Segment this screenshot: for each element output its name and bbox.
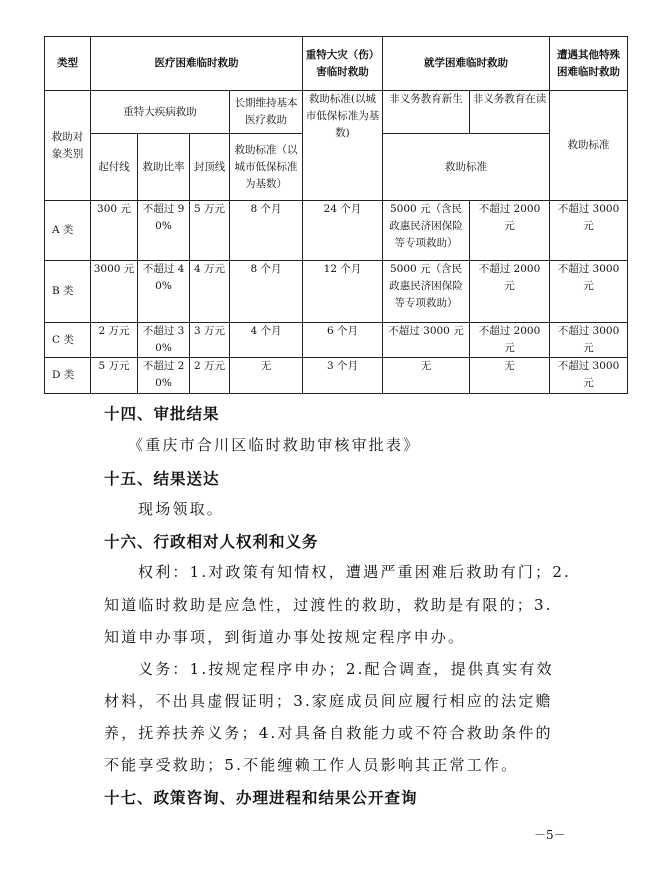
edu-current-cell: 不超过 2000 元 xyxy=(470,201,550,261)
row-label: A 类 xyxy=(45,201,91,261)
row-label: C 类 xyxy=(45,323,91,358)
long-term-cell: 无 xyxy=(230,358,303,394)
edu-new-cell: 5000 元（含民政惠民济困保险等专项救助） xyxy=(383,261,470,323)
row-label: D 类 xyxy=(45,358,91,394)
cap-cell: 3 万元 xyxy=(190,323,230,358)
ratio-cell: 不超过 90% xyxy=(138,201,190,261)
start-line-cell: 300 元 xyxy=(91,201,138,261)
cap-cell: 2 万元 xyxy=(190,358,230,394)
row-label: B 类 xyxy=(45,261,91,323)
assistance-standard-table xyxy=(44,36,628,394)
section-14-title: 十四、审批结果 xyxy=(104,405,220,423)
start-line-cell: 2 万元 xyxy=(91,323,138,358)
disaster-cell: 12 个月 xyxy=(303,261,383,323)
section-15-body: 现场领取。 xyxy=(138,500,225,518)
section-14-body: 《重庆市合川区临时救助审核审批表》 xyxy=(128,436,421,454)
page-number: －5－ xyxy=(534,828,566,842)
long-term-header: 长期维持基本医疗救助 xyxy=(230,91,303,134)
ratio-cell: 不超过 20% xyxy=(138,358,190,394)
edu-current-cell: 无 xyxy=(470,358,550,394)
header-special: 遭遇其他特殊困难临时救助 xyxy=(550,37,628,91)
edu-new-cell: 5000 元（含民政惠民济困保险等专项救助） xyxy=(383,201,470,261)
edu-current-header: 非义务教育在读 xyxy=(470,91,550,134)
disaster-cell: 3 个月 xyxy=(303,358,383,394)
edu-current-cell: 不超过 2000 元 xyxy=(470,261,550,323)
section-16-duty-line-1: 义务：1.按规定程序申办；2.配合调查，提供真实有效 xyxy=(138,660,554,678)
object-category-cell: 救助对象类别 xyxy=(45,91,91,201)
cap-header: 封顶线 xyxy=(190,134,230,201)
section-16-duty-line-3: 养，抚养扶养义务；4.对具备自救能力或不符合救助条件的 xyxy=(104,724,553,742)
ratio-cell: 不超过 40% xyxy=(138,261,190,323)
ratio-cell: 不超过 30% xyxy=(138,323,190,358)
cap-cell: 4 万元 xyxy=(190,261,230,323)
long-term-cell: 8 个月 xyxy=(230,261,303,323)
header-education: 就学困难临时救助 xyxy=(383,37,550,91)
section-16-title: 十六、行政相对人权利和义务 xyxy=(104,533,319,551)
education-standard-header: 救助标准 xyxy=(383,134,550,201)
edu-new-cell: 无 xyxy=(383,358,470,394)
long-term-standard-header: 救助标准（以城市低保标准为基数） xyxy=(230,134,303,201)
section-16-rights-line-1: 权利：1.对政策有知情权，遭遇严重困难后救助有门；2. xyxy=(138,563,572,581)
edu-new-cell: 不超过 3000 元 xyxy=(383,323,470,358)
section-16-duty-line-2: 材料，不出具虚假证明；3.家庭成员间应履行相应的法定赡 xyxy=(104,692,553,710)
disaster-standard-header: 救助标准(以城市低保标准为基数) xyxy=(303,91,383,201)
special-cell: 不超过 3000 元 xyxy=(550,201,628,261)
section-17-title: 十七、政策咨询、办理进程和结果公开查询 xyxy=(104,789,418,807)
edu-current-cell: 不超过 2000 元 xyxy=(470,323,550,358)
section-16-rights-line-3: 知道申办事项，到街道办事处按规定程序申办。 xyxy=(104,628,466,646)
ratio-header: 救助比率 xyxy=(138,134,190,201)
section-16-duty-line-4: 不能享受救助；5.不能缠赖工作人员影响其正常工作。 xyxy=(104,756,519,774)
disaster-cell: 6 个月 xyxy=(303,323,383,358)
special-cell: 不超过 3000 元 xyxy=(550,261,628,323)
cap-cell: 5 万元 xyxy=(190,201,230,261)
header-disaster: 重特大灾（伤）害临时救助 xyxy=(303,37,383,91)
start-line-cell: 3000 元 xyxy=(91,261,138,323)
special-cell: 不超过 3000 元 xyxy=(550,323,628,358)
disaster-cell: 24 个月 xyxy=(303,201,383,261)
long-term-cell: 8 个月 xyxy=(230,201,303,261)
start-line-header: 起付线 xyxy=(91,134,138,201)
start-line-cell: 5 万元 xyxy=(91,358,138,394)
section-16-rights-line-2: 知道临时救助是应急性，过渡性的救助，救助是有限的；3. xyxy=(104,596,553,614)
section-15-title: 十五、结果送达 xyxy=(104,470,220,488)
edu-new-header: 非义务教育新生 xyxy=(383,91,470,134)
header-medical: 医疗困难临时救助 xyxy=(91,37,303,91)
special-standard-header: 救助标准 xyxy=(550,91,628,201)
header-type: 类型 xyxy=(45,37,91,91)
long-term-cell: 4 个月 xyxy=(230,323,303,358)
special-cell: 不超过 3000 元 xyxy=(550,358,628,394)
major-illness-header: 重特大疾病救助 xyxy=(91,91,230,134)
